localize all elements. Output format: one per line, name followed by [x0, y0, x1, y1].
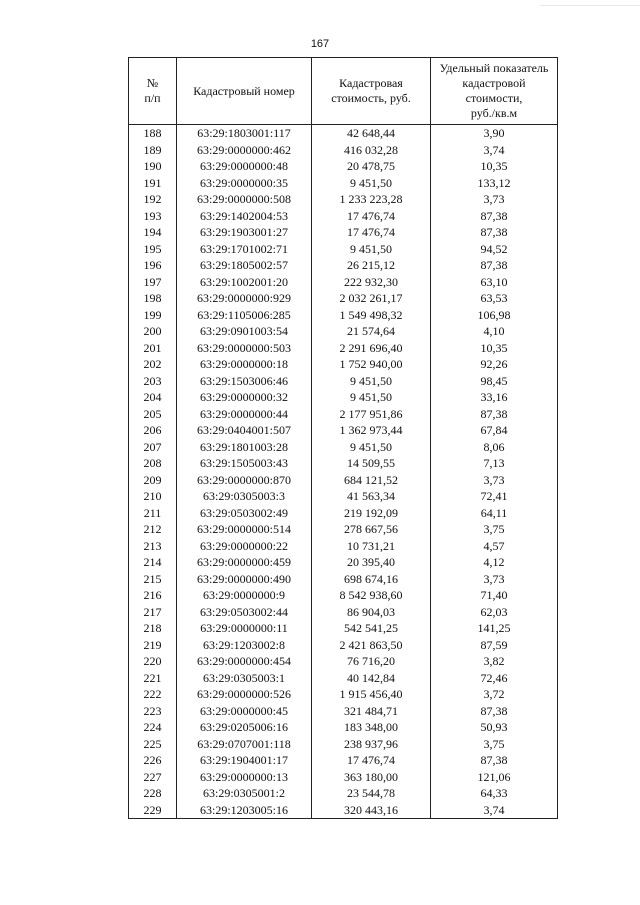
table-header-row: [129, 58, 558, 125]
cadastral-value-cell: 2 032 261,17: [312, 290, 431, 307]
specific-indicator-cell: 10,35: [431, 340, 558, 357]
table-row: [129, 389, 558, 406]
row-number-cell: 219: [129, 637, 177, 654]
cadastral-number-cell: 63:29:0000000:508: [177, 191, 312, 208]
cadastral-value-cell: 10 731,21: [312, 538, 431, 555]
cadastral-number-cell: 63:29:0901003:54: [177, 323, 312, 340]
table-row: [129, 538, 558, 555]
cadastral-number-cell: 63:29:0000000:490: [177, 571, 312, 588]
cadastral-number-cell: 63:29:1002001:20: [177, 274, 312, 291]
specific-indicator-cell: 121,06: [431, 769, 558, 786]
row-number-cell: 211: [129, 505, 177, 522]
header-specific-indicator: Удельный показатель кадастровой стоимости, руб./кв.м: [431, 58, 558, 125]
cadastral-number-cell: 63:29:1803001:117: [177, 125, 312, 142]
cadastral-number-cell: 63:29:0000000:22: [177, 538, 312, 555]
table-row: [129, 307, 558, 324]
specific-indicator-cell: 3,73: [431, 571, 558, 588]
row-number-cell: 198: [129, 290, 177, 307]
table-row: [129, 422, 558, 439]
row-number-cell: 216: [129, 587, 177, 604]
row-number-cell: 202: [129, 356, 177, 373]
specific-indicator-cell: 4,12: [431, 554, 558, 571]
table-row: [129, 670, 558, 687]
table-row: [129, 620, 558, 637]
cadastral-value-cell: 278 667,56: [312, 521, 431, 538]
page-number: 167: [310, 38, 330, 50]
cadastral-value-cell: 1 233 223,28: [312, 191, 431, 208]
table-row: [129, 290, 558, 307]
cadastral-number-cell: 63:29:0000000:18: [177, 356, 312, 373]
row-number-cell: 206: [129, 422, 177, 439]
cadastral-value-cell: 222 932,30: [312, 274, 431, 291]
table-row: [129, 373, 558, 390]
cadastral-number-cell: 63:29:0000000:870: [177, 472, 312, 489]
table-row: [129, 521, 558, 538]
table-row: [129, 802, 558, 819]
cadastral-value-cell: 9 451,50: [312, 439, 431, 456]
cadastral-number-cell: 63:29:0503002:44: [177, 604, 312, 621]
row-number-cell: 189: [129, 142, 177, 159]
specific-indicator-cell: 141,25: [431, 620, 558, 637]
specific-indicator-cell: 63,10: [431, 274, 558, 291]
cadastral-number-cell: 63:29:0000000:459: [177, 554, 312, 571]
specific-indicator-cell: 133,12: [431, 175, 558, 192]
specific-indicator-cell: 67,84: [431, 422, 558, 439]
table-row: [129, 604, 558, 621]
cadastral-number-cell: 63:29:1701002:71: [177, 241, 312, 258]
header-cadastral-number: Кадастровый номер: [177, 58, 312, 125]
row-number-cell: 196: [129, 257, 177, 274]
cadastral-number-cell: 63:29:1505003:43: [177, 455, 312, 472]
cadastral-value-cell: 21 574,64: [312, 323, 431, 340]
cadastral-value-cell: 9 451,50: [312, 389, 431, 406]
table-row: [129, 191, 558, 208]
table-row: [129, 257, 558, 274]
table-row: [129, 686, 558, 703]
table-row: [129, 406, 558, 423]
table-row: [129, 719, 558, 736]
cadastral-number-cell: 63:29:1402004:53: [177, 208, 312, 225]
row-number-cell: 205: [129, 406, 177, 423]
row-number-cell: 218: [129, 620, 177, 637]
table-row: [129, 703, 558, 720]
row-number-cell: 215: [129, 571, 177, 588]
cadastral-value-cell: 76 716,20: [312, 653, 431, 670]
cadastral-value-cell: 684 121,52: [312, 472, 431, 489]
cadastral-value-cell: 1 362 973,44: [312, 422, 431, 439]
specific-indicator-cell: 87,38: [431, 224, 558, 241]
specific-indicator-cell: 4,57: [431, 538, 558, 555]
specific-indicator-cell: 3,82: [431, 653, 558, 670]
specific-indicator-cell: 3,74: [431, 142, 558, 159]
specific-indicator-cell: 63,53: [431, 290, 558, 307]
cadastral-number-cell: 63:29:0000000:462: [177, 142, 312, 159]
table-row: [129, 571, 558, 588]
header-number: № п/п: [129, 58, 177, 125]
row-number-cell: 197: [129, 274, 177, 291]
cadastral-number-cell: 63:29:0000000:45: [177, 703, 312, 720]
table-row: [129, 785, 558, 802]
cadastral-number-cell: 63:29:0000000:454: [177, 653, 312, 670]
specific-indicator-cell: 3,90: [431, 125, 558, 142]
table-row: [129, 488, 558, 505]
row-number-cell: 199: [129, 307, 177, 324]
table-row: [129, 241, 558, 258]
table-row: [129, 274, 558, 291]
specific-indicator-cell: 64,11: [431, 505, 558, 522]
table-row: [129, 752, 558, 769]
specific-indicator-cell: 92,26: [431, 356, 558, 373]
specific-indicator-cell: 98,45: [431, 373, 558, 390]
cadastral-number-cell: 63:29:1903001:27: [177, 224, 312, 241]
specific-indicator-cell: 87,59: [431, 637, 558, 654]
cadastral-value-cell: 20 395,40: [312, 554, 431, 571]
header-cadastral-value: Кадастровая стоимость, руб.: [312, 58, 431, 125]
cadastral-table: [128, 57, 558, 819]
row-number-cell: 207: [129, 439, 177, 456]
row-number-cell: 220: [129, 653, 177, 670]
cadastral-value-cell: 23 544,78: [312, 785, 431, 802]
table-row: [129, 472, 558, 489]
cadastral-number-cell: 63:29:0000000:13: [177, 769, 312, 786]
cadastral-number-cell: 63:29:1904001:17: [177, 752, 312, 769]
table-row: [129, 439, 558, 456]
table-row: [129, 208, 558, 225]
cadastral-value-cell: 8 542 938,60: [312, 587, 431, 604]
cadastral-number-cell: 63:29:1105006:285: [177, 307, 312, 324]
row-number-cell: 210: [129, 488, 177, 505]
cadastral-number-cell: 63:29:0000000:9: [177, 587, 312, 604]
specific-indicator-cell: 50,93: [431, 719, 558, 736]
cadastral-number-cell: 63:29:1203002:8: [177, 637, 312, 654]
row-number-cell: 188: [129, 125, 177, 142]
row-number-cell: 213: [129, 538, 177, 555]
cadastral-value-cell: 9 451,50: [312, 175, 431, 192]
table-row: [129, 125, 558, 142]
cadastral-number-cell: 63:29:0503002:49: [177, 505, 312, 522]
cadastral-value-cell: 9 451,50: [312, 373, 431, 390]
table-row: [129, 637, 558, 654]
cadastral-value-cell: 1 549 498,32: [312, 307, 431, 324]
cadastral-value-cell: 14 509,55: [312, 455, 431, 472]
specific-indicator-cell: 64,33: [431, 785, 558, 802]
specific-indicator-cell: 94,52: [431, 241, 558, 258]
cadastral-value-cell: 363 180,00: [312, 769, 431, 786]
specific-indicator-cell: 71,40: [431, 587, 558, 604]
table-row: [129, 340, 558, 357]
specific-indicator-cell: 3,75: [431, 521, 558, 538]
cadastral-number-cell: 63:29:0305001:2: [177, 785, 312, 802]
table-row: [129, 653, 558, 670]
specific-indicator-cell: 72,46: [431, 670, 558, 687]
table-row: [129, 175, 558, 192]
row-number-cell: 229: [129, 802, 177, 819]
cadastral-value-cell: 26 215,12: [312, 257, 431, 274]
cadastral-number-cell: 63:29:0205006:16: [177, 719, 312, 736]
specific-indicator-cell: 8,06: [431, 439, 558, 456]
table-row: [129, 455, 558, 472]
cadastral-value-cell: 320 443,16: [312, 802, 431, 819]
cadastral-value-cell: 416 032,28: [312, 142, 431, 159]
table-row: [129, 587, 558, 604]
table-row: [129, 554, 558, 571]
specific-indicator-cell: 87,38: [431, 752, 558, 769]
row-number-cell: 212: [129, 521, 177, 538]
specific-indicator-cell: 87,38: [431, 703, 558, 720]
row-number-cell: 217: [129, 604, 177, 621]
specific-indicator-cell: 106,98: [431, 307, 558, 324]
cadastral-number-cell: 63:29:0305003:3: [177, 488, 312, 505]
cadastral-value-cell: 9 451,50: [312, 241, 431, 258]
specific-indicator-cell: 4,10: [431, 323, 558, 340]
specific-indicator-cell: 72,41: [431, 488, 558, 505]
specific-indicator-cell: 3,74: [431, 802, 558, 819]
specific-indicator-cell: 10,35: [431, 158, 558, 175]
specific-indicator-cell: 3,73: [431, 472, 558, 489]
cadastral-value-cell: 86 904,03: [312, 604, 431, 621]
row-number-cell: 225: [129, 736, 177, 753]
row-number-cell: 224: [129, 719, 177, 736]
cadastral-value-cell: 219 192,09: [312, 505, 431, 522]
row-number-cell: 223: [129, 703, 177, 720]
row-number-cell: 192: [129, 191, 177, 208]
cadastral-value-cell: 17 476,74: [312, 752, 431, 769]
row-number-cell: 203: [129, 373, 177, 390]
cadastral-value-cell: 17 476,74: [312, 208, 431, 225]
specific-indicator-cell: 33,16: [431, 389, 558, 406]
table-row: [129, 736, 558, 753]
row-number-cell: 204: [129, 389, 177, 406]
cadastral-value-cell: 698 674,16: [312, 571, 431, 588]
row-number-cell: 222: [129, 686, 177, 703]
cadastral-number-cell: 63:29:1805002:57: [177, 257, 312, 274]
cadastral-number-cell: 63:29:0000000:503: [177, 340, 312, 357]
row-number-cell: 221: [129, 670, 177, 687]
row-number-cell: 227: [129, 769, 177, 786]
specific-indicator-cell: 87,38: [431, 257, 558, 274]
row-number-cell: 193: [129, 208, 177, 225]
cadastral-value-cell: 238 937,96: [312, 736, 431, 753]
table-row: [129, 142, 558, 159]
cadastral-number-cell: 63:29:0000000:32: [177, 389, 312, 406]
cadastral-number-cell: 63:29:0707001:118: [177, 736, 312, 753]
cadastral-value-cell: 321 484,71: [312, 703, 431, 720]
cadastral-value-cell: 1 752 940,00: [312, 356, 431, 373]
cadastral-number-cell: 63:29:0000000:514: [177, 521, 312, 538]
row-number-cell: 209: [129, 472, 177, 489]
cadastral-value-cell: 2 291 696,40: [312, 340, 431, 357]
row-number-cell: 228: [129, 785, 177, 802]
cadastral-value-cell: 2 421 863,50: [312, 637, 431, 654]
scan-edge-line: [540, 5, 640, 6]
cadastral-value-cell: 40 142,84: [312, 670, 431, 687]
row-number-cell: 214: [129, 554, 177, 571]
cadastral-value-cell: 183 348,00: [312, 719, 431, 736]
table-row: [129, 224, 558, 241]
cadastral-number-cell: 63:29:0000000:48: [177, 158, 312, 175]
cadastral-number-cell: 63:29:0000000:929: [177, 290, 312, 307]
specific-indicator-cell: 87,38: [431, 208, 558, 225]
table-row: [129, 158, 558, 175]
specific-indicator-cell: 7,13: [431, 455, 558, 472]
cadastral-number-cell: 63:29:0000000:526: [177, 686, 312, 703]
cadastral-value-cell: 17 476,74: [312, 224, 431, 241]
row-number-cell: 194: [129, 224, 177, 241]
cadastral-number-cell: 63:29:1801003:28: [177, 439, 312, 456]
cadastral-value-cell: 42 648,44: [312, 125, 431, 142]
cadastral-value-cell: 1 915 456,40: [312, 686, 431, 703]
cadastral-number-cell: 63:29:0000000:44: [177, 406, 312, 423]
specific-indicator-cell: 87,38: [431, 406, 558, 423]
row-number-cell: 208: [129, 455, 177, 472]
cadastral-value-cell: 41 563,34: [312, 488, 431, 505]
specific-indicator-cell: 62,03: [431, 604, 558, 621]
cadastral-number-cell: 63:29:1203005:16: [177, 802, 312, 819]
specific-indicator-cell: 3,72: [431, 686, 558, 703]
cadastral-number-cell: 63:29:0305003:1: [177, 670, 312, 687]
row-number-cell: 200: [129, 323, 177, 340]
cadastral-number-cell: 63:29:0000000:35: [177, 175, 312, 192]
table-row: [129, 323, 558, 340]
row-number-cell: 226: [129, 752, 177, 769]
specific-indicator-cell: 3,73: [431, 191, 558, 208]
cadastral-number-cell: 63:29:0000000:11: [177, 620, 312, 637]
specific-indicator-cell: 3,75: [431, 736, 558, 753]
cadastral-number-cell: 63:29:0404001:507: [177, 422, 312, 439]
table-row: [129, 769, 558, 786]
cadastral-value-cell: 542 541,25: [312, 620, 431, 637]
table-body: [129, 125, 558, 819]
table-row: [129, 356, 558, 373]
row-number-cell: 201: [129, 340, 177, 357]
row-number-cell: 191: [129, 175, 177, 192]
cadastral-value-cell: 20 478,75: [312, 158, 431, 175]
row-number-cell: 195: [129, 241, 177, 258]
row-number-cell: 190: [129, 158, 177, 175]
cadastral-number-cell: 63:29:1503006:46: [177, 373, 312, 390]
table-row: [129, 505, 558, 522]
cadastral-value-cell: 2 177 951,86: [312, 406, 431, 423]
